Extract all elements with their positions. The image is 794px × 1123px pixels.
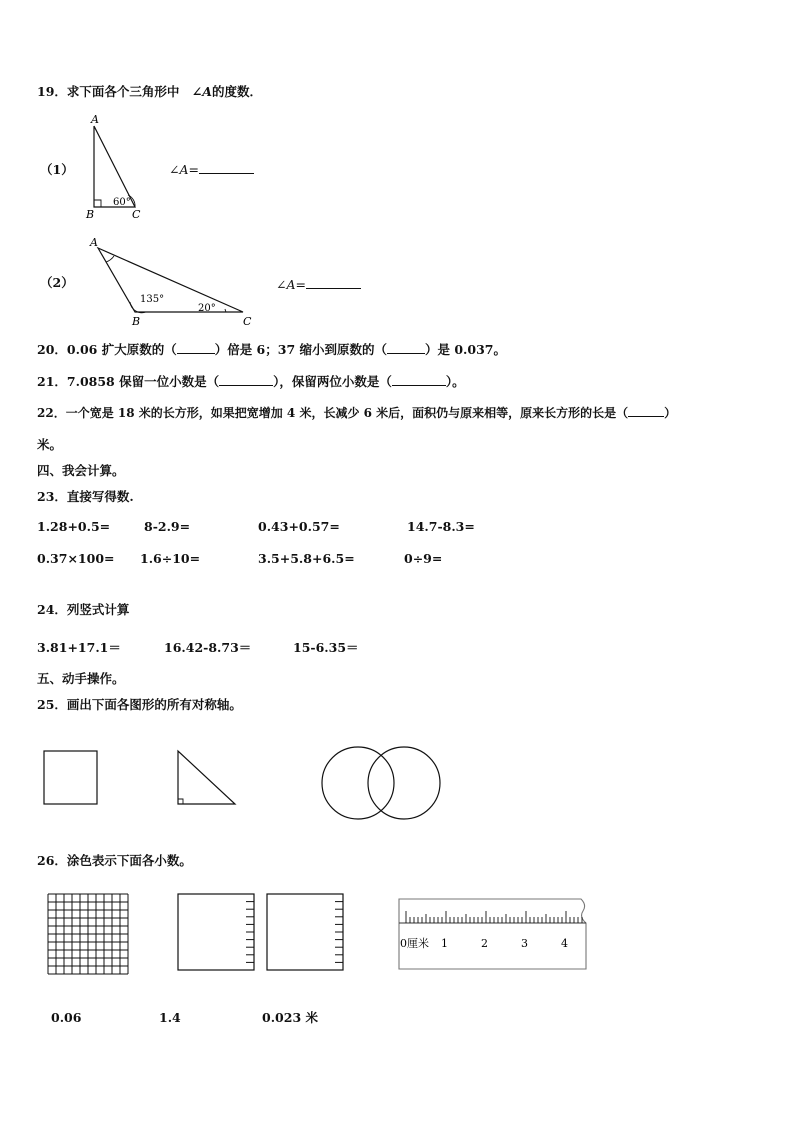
q19-answer-1-blank[interactable] — [199, 173, 254, 174]
q24-item-2: 16.42-8.73＝ — [164, 640, 252, 655]
ruler-tick-label-4: 4 — [561, 937, 568, 950]
triangle-2-vertex-b: B — [132, 315, 141, 328]
q23-item-7: 3.5+5.8+6.5= — [258, 551, 355, 566]
q26-title: 26．涂色表示下面各小数。 — [37, 853, 192, 868]
triangle-2-angle-c-label: 20° — [198, 303, 216, 314]
q24-item-1: 3.81+17.1＝ — [37, 640, 121, 655]
triangle-2-shape — [98, 248, 243, 312]
q20-line — [37, 344, 506, 357]
q23-item-1: 1.28+0.5= — [37, 519, 111, 534]
ruler-figure[interactable] — [396, 895, 596, 975]
q19-answer-2-blank[interactable] — [306, 288, 361, 289]
tenths-square-1[interactable] — [176, 892, 262, 974]
q26-label-1: 0.06 — [51, 1010, 82, 1025]
right-triangle-shape[interactable] — [178, 751, 235, 804]
right-circle-shape[interactable] — [368, 747, 440, 819]
ruler-tick-label-3: 3 — [521, 937, 528, 950]
q25-title: 25．画出下面各图形的所有对称轴。 — [37, 697, 242, 712]
tenths-square-2[interactable] — [265, 892, 351, 974]
q26-label-2: 1.4 — [159, 1010, 181, 1025]
square-shape[interactable] — [44, 751, 97, 804]
q23-item-2: 8-2.9= — [144, 519, 191, 534]
q21-part2: ），保留两位小数是（ — [273, 374, 392, 389]
q19-part1-label: （1） — [40, 162, 74, 177]
right-angle-mark — [178, 799, 183, 804]
ruler-unit-label: 0厘米 — [400, 937, 429, 950]
q19-answer-1 — [169, 164, 254, 177]
q21-part3: ）。 — [445, 374, 465, 389]
q19-part2-label: （2） — [40, 275, 74, 290]
triangle-2-arc-a — [106, 256, 114, 262]
q22-line-1 — [37, 407, 676, 419]
q20-part2: ）倍是 6；37 缩小到原数的（ — [214, 342, 387, 357]
q21-blank-2[interactable] — [392, 385, 446, 386]
triangle-1-right-angle-mark — [94, 200, 101, 207]
ruler-ticks — [406, 911, 582, 923]
q23-item-8: 0÷9= — [404, 551, 443, 566]
hundred-grid[interactable] — [44, 890, 134, 980]
q22-blank[interactable] — [628, 416, 664, 417]
triangle-1-figure — [80, 112, 150, 222]
q23-item-6: 1.6÷10= — [140, 551, 201, 566]
q24-title: 24．列竖式计算 — [37, 602, 130, 617]
q22-text: 22．一个宽是 18 米的长方形，如果把宽增加 4 米，长减少 6 米后，面积仍与原来相等，原来长方形的长是（ — [37, 406, 629, 420]
q23-item-3: 0.43+0.57= — [258, 519, 340, 534]
triangle-2-vertex-a: A — [90, 236, 98, 249]
q23-item-5: 0.37×100= — [37, 551, 115, 566]
q19-title-angle: ∠A — [191, 84, 212, 99]
q22-line-2: 米。 — [37, 437, 63, 452]
section-5-heading: 五、动手操作。 — [37, 671, 125, 686]
q21-blank-1[interactable] — [219, 385, 273, 386]
triangle-1-angle-label: 60° — [113, 197, 131, 208]
q20-part1: 20．0.06 扩大原数的（ — [37, 342, 177, 357]
q19-answer-2 — [276, 279, 361, 292]
ruler-tick-label-1: 1 — [441, 937, 448, 950]
triangle-1-shape — [94, 126, 135, 207]
triangle-2-vertex-c: C — [243, 315, 252, 328]
q19-answer-1-prefix: ∠A= — [169, 162, 199, 177]
q19-title-suffix: 的度数． — [211, 84, 262, 99]
q20-part3: ）是 0.037。 — [425, 342, 506, 357]
q26-label-3: 0.023 米 — [262, 1010, 318, 1025]
symmetry-figures — [38, 745, 448, 830]
triangle-1-vertex-a: A — [91, 113, 99, 126]
triangle-1-vertex-c: C — [132, 208, 141, 221]
q24-item-3: 15-6.35＝ — [293, 640, 359, 655]
q19-title-prefix: 19．求下面各个三角形中 — [37, 84, 180, 99]
q23-item-4: 14.7-8.3= — [407, 519, 475, 534]
triangle-2-figure — [86, 234, 266, 329]
q19-answer-2-prefix: ∠A= — [276, 277, 306, 292]
tenths-square-outline — [267, 894, 343, 970]
q21-part1: 21．7.0858 保留一位小数是（ — [37, 374, 220, 389]
ruler-tick-label-2: 2 — [481, 937, 488, 950]
q20-blank-1[interactable] — [177, 353, 215, 354]
q21-line — [37, 376, 465, 389]
triangle-2-angle-b-label: 135° — [140, 294, 165, 305]
ruler-outline — [399, 899, 586, 969]
section-4-heading: 四、我会计算。 — [37, 463, 125, 478]
q19-title — [37, 86, 262, 99]
triangle-1-vertex-b: B — [86, 208, 95, 221]
q20-blank-2[interactable] — [387, 353, 425, 354]
tenths-square-outline — [178, 894, 254, 970]
q22-text-end: ） — [664, 406, 677, 420]
left-circle-shape[interactable] — [322, 747, 394, 819]
q23-title: 23．直接写得数. — [37, 489, 134, 504]
